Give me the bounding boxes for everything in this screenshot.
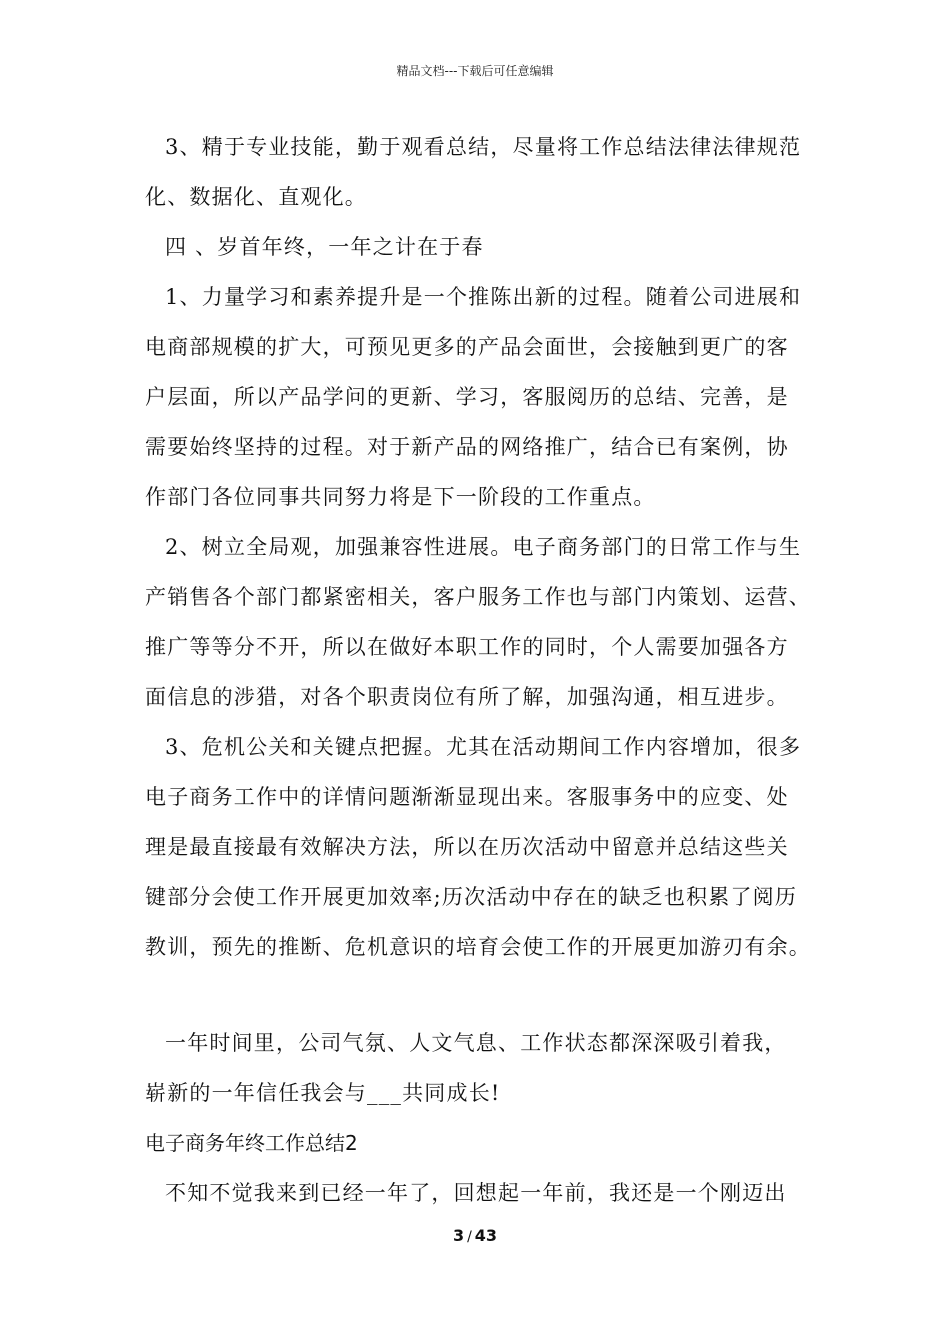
page-header: 精品文档---下载后可任意编辑 (396, 64, 554, 78)
section-title: 电子商务年终工作总结2 (145, 1131, 358, 1155)
paragraph-line: 键部分会使工作开展更加效率;历次活动中存在的缺乏也积累了阅历 (145, 885, 798, 909)
paragraph-line: 2、树立全局观，加强兼容性进展。电子商务部门的日常工作与生 (165, 535, 802, 559)
page-separator: / (467, 1229, 472, 1245)
section-heading: 四 、岁首年终，一年之计在于春 (165, 235, 484, 259)
paragraph-line: 作部门各位同事共同努力将是下一阶段的工作重点。 (145, 485, 656, 509)
paragraph-line: 电子商务工作中的详情问题渐渐显现出来。客服事务中的应变、处 (145, 785, 789, 809)
paragraph-line: 一年时间里，公司气氛、人文气息、工作状态都深深吸引着我， (165, 1031, 787, 1055)
paragraph-line: 产销售各个部门都紧密相关，客户服务工作也与部门内策划、运营、 (145, 585, 811, 609)
total-pages: 43 (474, 1226, 498, 1245)
current-page: 3 (452, 1226, 465, 1245)
paragraph-line: 推广等等分不开，所以在做好本职工作的同时，个人需要加强各方 (145, 635, 789, 659)
paragraph-line: 不知不觉我来到已经一年了，回想起一年前，我还是一个刚迈出 (165, 1181, 787, 1205)
paragraph-line: 化、数据化、直观化。 (145, 185, 367, 209)
paragraph-line: 1、力量学习和素养提升是一个推陈出新的过程。随着公司进展和 (165, 285, 802, 309)
paragraph-line: 崭新的一年信任我会与___共同成长! (145, 1081, 501, 1105)
paragraph-line: 电商部规模的扩大，可预见更多的产品会面世，会接触到更广的客 (145, 335, 789, 359)
paragraph-line: 理是最直接最有效解决方法，所以在历次活动中留意并总结这些关 (145, 835, 789, 859)
paragraph-line: 户层面，所以产品学问的更新、学习，客服阅历的总结、完善，是 (145, 385, 789, 409)
page-number (0, 1226, 950, 1245)
paragraph-line: 需要始终坚持的过程。对于新产品的网络推广，结合已有案例，协 (145, 435, 789, 459)
paragraph-line: 面信息的涉猎，对各个职责岗位有所了解，加强沟通，相互进步。 (145, 685, 789, 709)
paragraph-line: 3、精于专业技能，勤于观看总结，尽量将工作总结法律法律规范 (165, 135, 802, 159)
paragraph-line: 3、危机公关和关键点把握。尤其在活动期间工作内容增加，很多 (165, 735, 802, 759)
paragraph-line: 教训，预先的推断、危机意识的培育会使工作的开展更加游刃有余。 (145, 935, 811, 959)
